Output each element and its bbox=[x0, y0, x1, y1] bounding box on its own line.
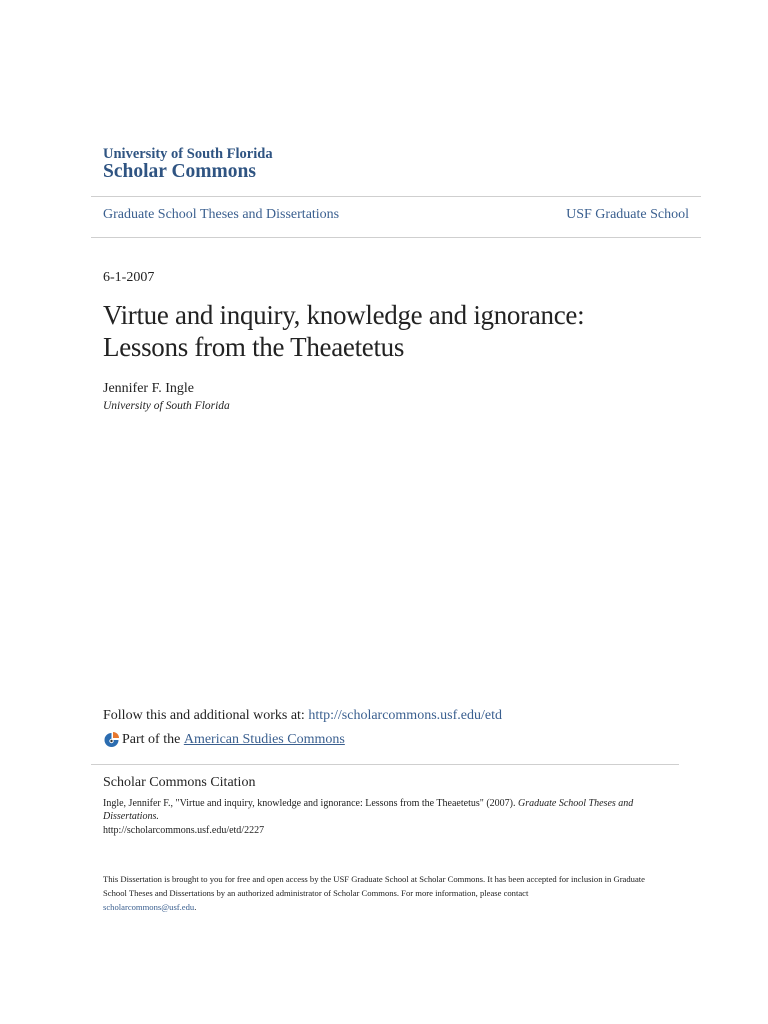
author-name: Jennifer F. Ingle bbox=[103, 381, 195, 396]
citation-body: Ingle, Jennifer F., "Virtue and inquiry, knowledge and ignorance: Lessons from the Theaetetus" (2007). bbox=[103, 798, 516, 809]
part-of-line bbox=[103, 731, 345, 749]
paper-title-line2: Lessons from the Theaetetus bbox=[103, 332, 405, 362]
header-divider bbox=[91, 196, 701, 197]
citation-url: http://scholarcommons.usf.edu/etd/2227 bbox=[103, 825, 265, 836]
paper-title bbox=[103, 299, 703, 363]
access-notice bbox=[103, 872, 663, 914]
follow-url-link[interactable]: http://scholarcommons.usf.edu/etd bbox=[308, 708, 502, 723]
citation-heading: Scholar Commons Citation bbox=[103, 775, 256, 790]
repository-name[interactable]: Scholar Commons bbox=[103, 161, 256, 182]
citation-series: Graduate School Theses and Dissertations. bbox=[103, 798, 634, 822]
contact-email-link[interactable]: scholarcommons@usf.edu bbox=[103, 902, 195, 912]
institution-name: University of South Florida bbox=[103, 146, 273, 162]
author-affiliation: University of South Florida bbox=[103, 400, 230, 412]
citation-text bbox=[103, 797, 663, 823]
american-studies-commons-link[interactable]: American Studies Commons bbox=[183, 732, 345, 747]
follow-line bbox=[103, 708, 502, 724]
breadcrumb-divider bbox=[91, 237, 701, 238]
email-suffix: . bbox=[194, 902, 197, 912]
network-commons-icon bbox=[103, 731, 120, 749]
part-of-prefix: Part of the bbox=[122, 732, 181, 747]
access-notice-text: This Dissertation is brought to you for free and open access by the USF Graduate School at Scholar Commons. It has been accepted for inclusion in Graduate School Theses and Dissertations by an authorized administrator of Scholar Commons. For more information, please contact bbox=[103, 874, 645, 898]
graduate-school-link[interactable]: USF Graduate School bbox=[566, 207, 689, 222]
citation-divider bbox=[91, 764, 679, 765]
paper-title-line1: Virtue and inquiry, knowledge and ignorance: bbox=[103, 300, 585, 330]
collection-link[interactable]: Graduate School Theses and Dissertations bbox=[103, 207, 340, 222]
publication-date: 6-1-2007 bbox=[103, 270, 155, 285]
follow-prefix: Follow this and additional works at: bbox=[103, 708, 305, 723]
